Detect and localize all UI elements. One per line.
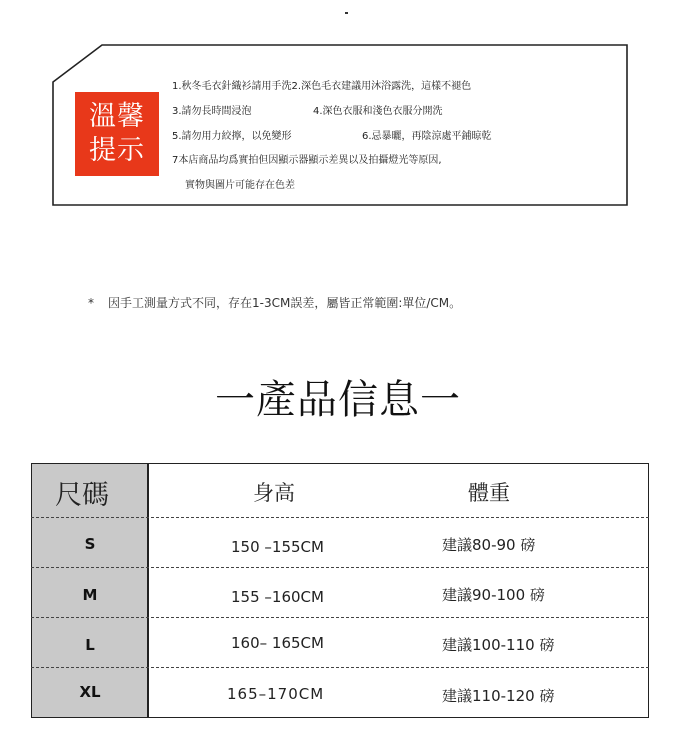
weight-m: 建議90-100 磅 xyxy=(442,586,545,604)
care-line-3: 3.請勿長時間浸泡 xyxy=(172,106,252,117)
height-m: 155 –160CM xyxy=(231,588,324,606)
height-l: 160– 165CM xyxy=(231,634,324,652)
row-divider xyxy=(31,567,649,568)
row-divider xyxy=(31,517,649,518)
size-s: S xyxy=(84,535,96,553)
row-divider xyxy=(31,667,649,668)
care-line-4: 4.深色衣服和淺色衣服分開洗 xyxy=(313,106,443,117)
badge-line-2: 提示 xyxy=(89,135,145,166)
warm-tips-badge xyxy=(75,92,159,176)
height-s: 150 –155CM xyxy=(231,538,324,556)
header-size: 尺碼 xyxy=(55,480,109,511)
size-l: L xyxy=(85,636,95,654)
row-divider xyxy=(31,617,649,618)
weight-xl: 建議110-120 磅 xyxy=(442,687,555,705)
top-dot xyxy=(345,12,348,14)
care-line-1: 1.秋冬毛衣針織衫請用手洗2.深色毛衣建議用沐浴露洗，這樣不褪色 xyxy=(172,81,472,92)
measurement-note xyxy=(88,294,461,311)
weight-s: 建議80-90 磅 xyxy=(442,536,536,554)
header-weight: 體重 xyxy=(468,481,510,505)
size-m: M xyxy=(82,586,98,604)
header-height: 身高 xyxy=(253,481,295,505)
measurement-note-text: 因手工測量方式不同，存在1-3CM誤差，屬皆正常範圍:單位/CM。 xyxy=(108,296,462,310)
care-line-6: 6.忌暴曬，再陰涼處平鋪晾乾 xyxy=(362,131,492,142)
height-xl: 165–170CM xyxy=(227,685,325,703)
size-table xyxy=(31,463,649,718)
care-line-7: 7本店商品均爲實拍但因顯示器顯示差異以及拍攝燈光等原因, xyxy=(172,155,442,166)
weight-l: 建議100-110 磅 xyxy=(442,636,555,654)
care-line-5: 5.請勿用力絞擰，以免變形 xyxy=(172,131,292,142)
product-info-title: 一產品信息一 xyxy=(215,377,461,423)
badge-line-1: 溫馨 xyxy=(89,101,145,132)
star-icon: * xyxy=(88,296,94,310)
care-line-8: 實物與圖片可能存在色差 xyxy=(185,180,295,191)
size-xl: XL xyxy=(79,683,101,701)
